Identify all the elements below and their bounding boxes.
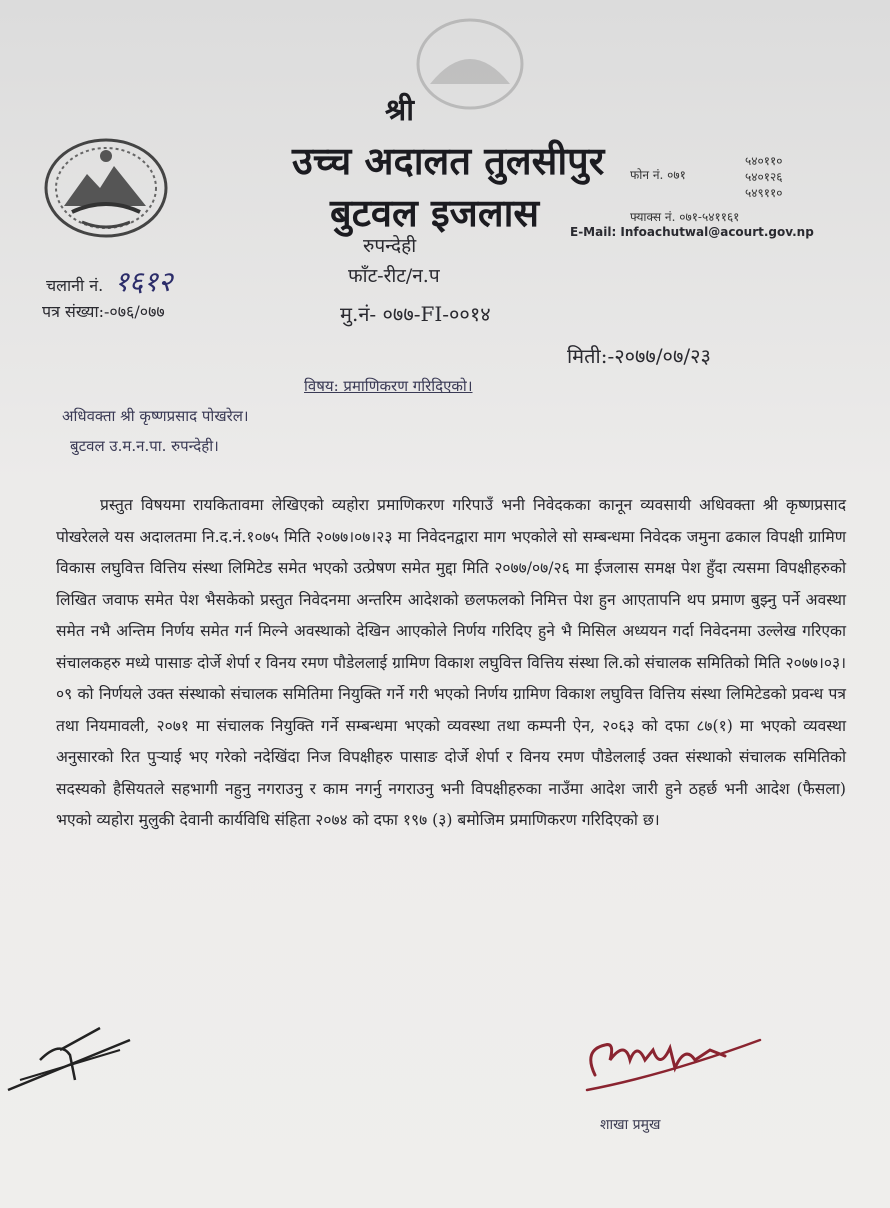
section-name: फाँट-रीट/न.प bbox=[348, 265, 440, 287]
letter-body bbox=[56, 490, 846, 837]
nepal-emblem-icon bbox=[42, 136, 170, 240]
signatory-title: शाखा प्रमुख bbox=[600, 1117, 661, 1133]
phone-number: ५४९११० bbox=[745, 186, 783, 200]
phone-number: ५४०११० bbox=[745, 154, 783, 168]
dispatch-number bbox=[46, 262, 173, 300]
dispatch-label: चलानी नं. bbox=[46, 276, 104, 295]
faint-emblem-watermark bbox=[410, 14, 530, 114]
phone-number: ५४०१२६ bbox=[745, 170, 783, 184]
initials-scribble bbox=[0, 1020, 140, 1095]
dispatch-handwritten-number: १६१२ bbox=[114, 265, 173, 298]
letter-number: पत्र संख्या:-०७६/०७७ bbox=[42, 302, 165, 321]
case-number: मु.नं- ०७७-FI-००१४ bbox=[340, 302, 491, 326]
body-paragraph: प्रस्तुत विषयमा रायकितावमा लेखिएको व्यहोरा प्रमाणिकरण गरिपाउँ भनी निवेदकका कानून व्यवसायी अधिवक्ता श्री कृष्णप्रसाद पोखरेलले यस अदालतमा नि.द.नं.१०७५ मिति २०७७।०७।२३ मा निवेदनद्वारा माग भएकोले सो सम्बन्धमा निवेदक जमुना ढकाल विपक्षी ग्रामिण विकास लघुवित्त वित्तिय संस्था लिमिटेड समेत भएको उत्प्रेषण समेत मुद्दा मिति २०७७/०७/२६ मा ईजलास समक्ष पेश हुँदा त्यसमा विपक्षीहरुको लिखित जवाफ समेत पेश भैसकेको प्रस्तुत निवेदनमा अन्तरिम आदेशको छलफलको निमित्त पेश हुन आएतापनि थप प्रमाण बुझ्नु पर्ने अवस्था समेत नभै अन्तिम निर्णय समेत गर्न मिल्ने अवस्थाको देखिन आएकोले निर्णय गरिदिए हुने भै मिसिल अध्ययन गर्दा निवेदनमा उल्लेख गरिएका संचालकहरु मध्ये पासाङ दोर्जे शेर्पा र विनय रमण पौडेललाई ग्रामिण विकाश लघुवित्त वित्तिय संस्था लि.को संचालक समितिको मिति २०७७।०३।०९ को निर्णयले उक्त संस्थाको संचालक समितिमा नियुक्ति गर्ने गरी भएको निर्णय ग्रामिण विकाश लघुवित्त वित्तिय संस्था लिमिटेडको प्रवन्ध पत्र तथा नियमावली, २०७१ मा संचालक नियुक्ति गर्ने सम्बन्धमा भएको व्यवस्था तथा कम्पनी ऐन, २०६३ को दफा ८७(१) मा भएको व्यवस्था अनुसारको रित पुर्‍याई भए गरेको नदेखिंदा निज विपक्षीहरु पासाङ दोर्जे शेर्पा र विनय रमण पौडेललाई उक्त संस्थाको संचालक समितिको सदस्यको हैसियतले सहभागी नहुनु नगराउनु र काम नगर्नु नगराउनु भनी विपक्षीहरुका नाउँमा आदेश जारी हुने ठहर्छ भनी आदेश (फैसला) भएको व्यहोरा मुलुकी देवानी कार्यविधि संहिता २०७४ को दफा १९७ (३) बमोजिम प्रमाणिकरण गरिदिएको छ। bbox=[56, 496, 846, 829]
email-address: E-Mail: Infoachutwal@acourt.gov.np bbox=[570, 225, 814, 239]
subject-line: विषय: प्रमाणिकरण गरिदिएको। bbox=[304, 377, 473, 395]
district-name: रुपन्देही bbox=[363, 235, 417, 257]
court-name: उच्च अदालत तुलसीपुर bbox=[292, 138, 605, 183]
signature-image bbox=[575, 1020, 765, 1100]
addressee-name: अधिवक्ता श्री कृष्णप्रसाद पोखरेल। bbox=[62, 407, 249, 425]
addressee-address: बुटवल उ.म.न.पा. रुपन्देही। bbox=[70, 437, 219, 455]
bench-name: बुटवल इजलास bbox=[330, 190, 540, 235]
letter-date: मिती:-२०७७/०७/२३ bbox=[567, 344, 711, 368]
signature-text: MKY bbox=[635, 1070, 638, 1071]
fax-number: फ्याक्स नं. ०७१-५४११६१ bbox=[630, 210, 740, 224]
phone-label: फोन नं. ०७१ bbox=[630, 168, 686, 182]
salutation-shri: श्री bbox=[385, 93, 415, 128]
